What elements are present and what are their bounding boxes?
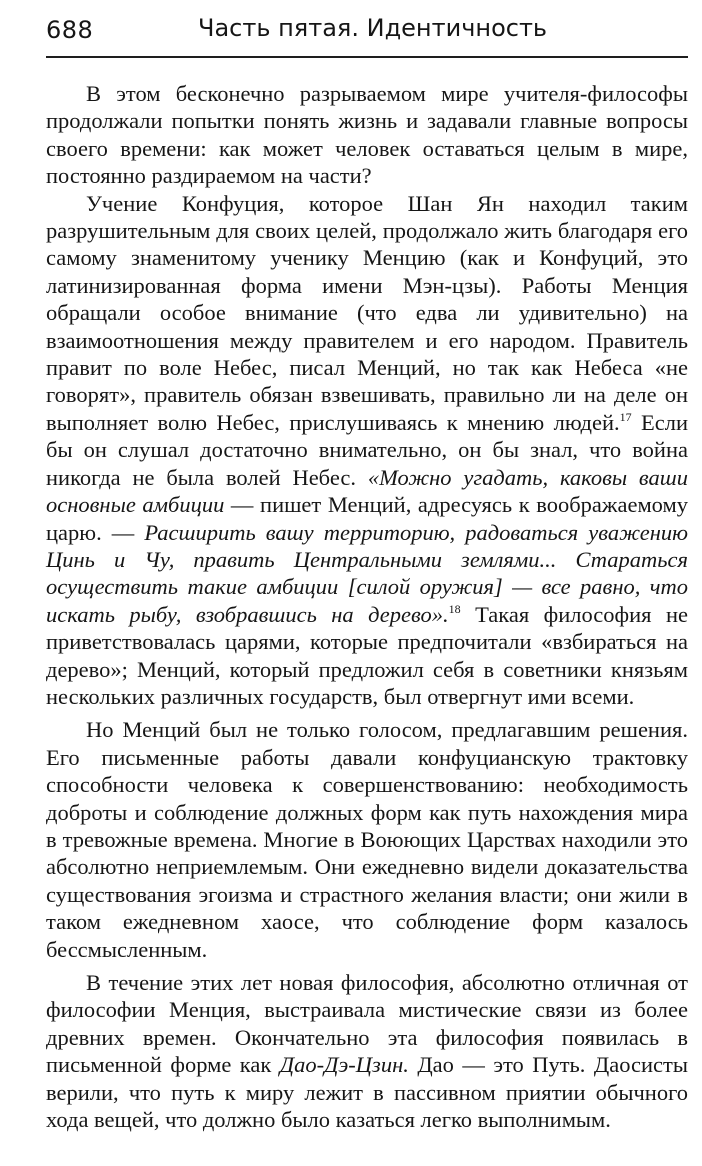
running-title: Часть пятая. Идентичность: [198, 14, 548, 42]
paragraph-4-text-a: В течение этих лет новая философия, абсолютно отличная от философии Менция, выстраивала мистические связи из более древних времен. Окончательно эта философия появилась в письменной форме как: [46, 970, 688, 1078]
paragraph-2-text-d: Такая философия не приветствовалась царями, которые предпочитали «взбираться на дерево»; Менций, который предложил себя в советники князьям нескольких различных государств, был отвергнут ими всеми.: [46, 601, 688, 709]
mencius-quote-b: Расширить вашу территорию, радоваться уважению Цинь и Чу, править Центральными землями... Стараться осуществить такие амбиции [силой оружия] — все равно, что искать рыбу, взобравшись на дерево».: [46, 519, 689, 627]
paragraph-2: [46, 190, 688, 711]
page-header: [46, 12, 688, 58]
paragraph-4: [46, 969, 688, 1133]
book-title-tao-te-ching: Дао-Дэ-Цзин.: [279, 1052, 409, 1078]
paragraph-2-text-a: Учение Конфуция, которое Шан Ян находил таким разрушительным для своих целей, продолжало жить благодаря его самому знаменитому ученику Менцию (как и Конфуций, это латинизированная форма имени Мэн-цзы). Работы Менция обращали особое внимание (что едва ли удивительно) на взаимоотношения между правителем и его народом. Правитель правит по воле Небес, писал Менций, но так как Небеса «не говорят», правитель обязан взвешивать, правильно ли на деле он выполняет волю Небес, прислушиваясь к мнению людей.: [46, 190, 688, 435]
paragraph-1: [46, 80, 688, 190]
header-rule: [46, 56, 688, 58]
footnote-ref-17: 17: [619, 409, 632, 424]
paragraph-4-text-b: Дао — это Путь. Даосисты верили, что путь к миру лежит в пассивном приятии обычного хода вещей, что должно было казаться легко выполнимым.: [46, 1052, 688, 1133]
paragraph-1-text: В этом бесконечно разрываемом мире учителя-философы продолжали попытки понять жизнь и задавали главные вопросы своего времени: как может человек оставаться целым в мире, постоянно раздираемом на части?: [46, 81, 688, 189]
mencius-quote-a: «Можно угадать, каковы ваши основные амбиции: [46, 464, 689, 518]
body-text: [46, 80, 688, 1133]
footnote-ref-18: 18: [448, 601, 461, 616]
paragraph-2-text-b: Если бы он слушал достаточно внимательно, он бы знал, что война никогда не была волей Небес.: [46, 409, 689, 490]
page-number: 688: [46, 16, 94, 44]
paragraph-2-text-c: — пишет Менций, адресуясь к воображаемому царю. —: [46, 492, 688, 545]
paragraph-3: [46, 716, 688, 963]
paragraph-3-text: Но Менций был не только голосом, предлагавшим решения. Его письменные работы давали конфуцианскую трактовку способности человека к совершенствованию: необходимость доброты и соблюдение должных форм как путь нахождения мира в тревожные времена. Многие в Воюющих Царствах находили это абсолютно неприемлемым. Они ежедневно видели доказательства существования эгоизма и страстного желания власти; они жили в таком ежедневном хаосе, что соблюдение форм казалось бессмысленным.: [46, 717, 688, 962]
